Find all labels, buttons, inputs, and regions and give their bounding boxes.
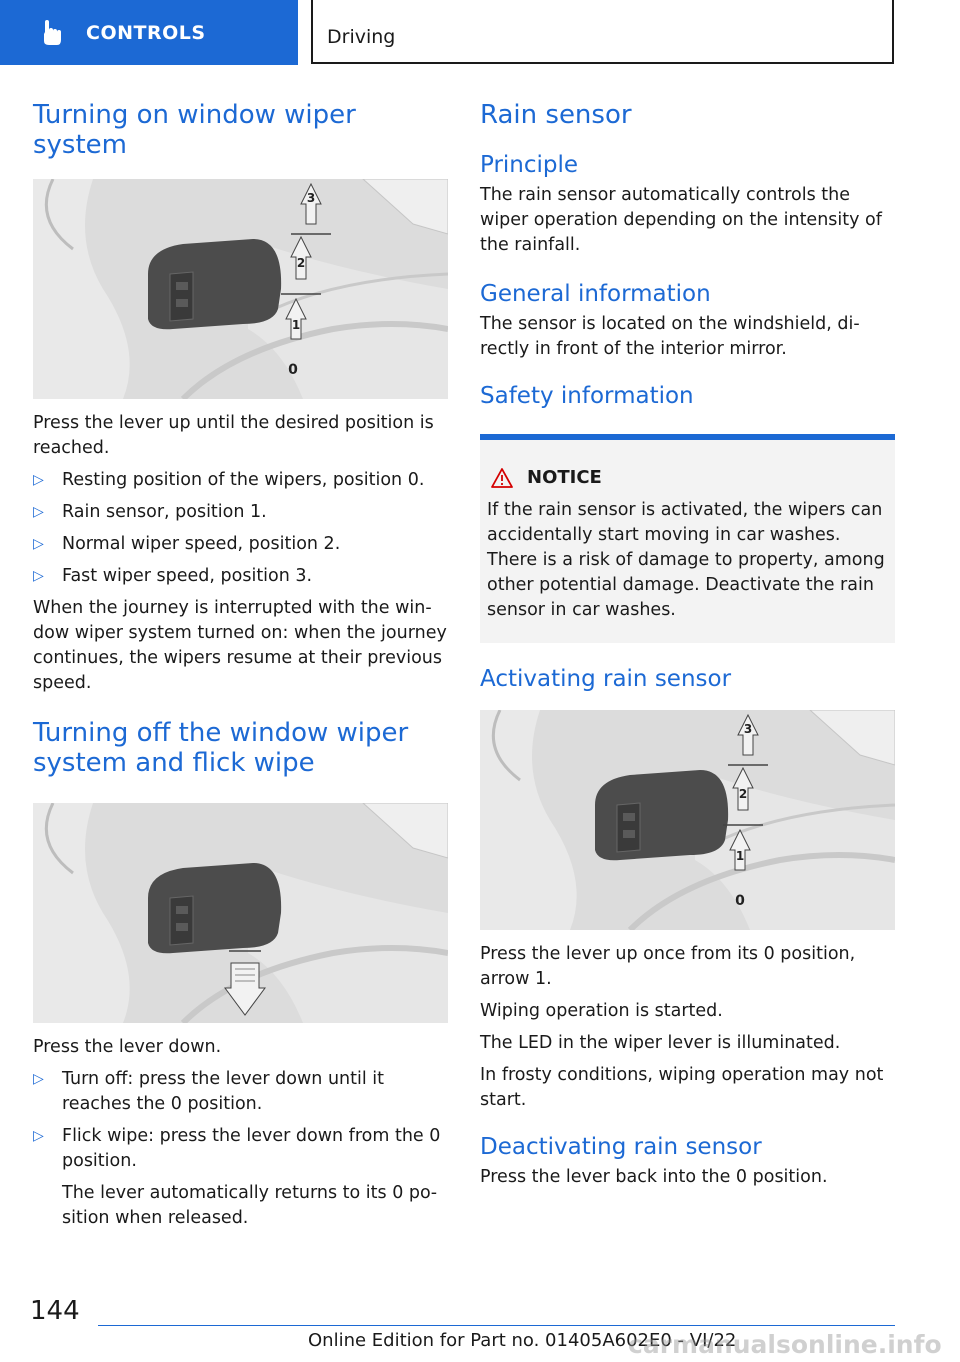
- para-press-down: Press the lever down.: [33, 1037, 222, 1057]
- heading-deactivating: Deactivating rain sensor: [480, 1134, 762, 1160]
- triangle-bullet-icon: ▷: [33, 1071, 44, 1087]
- heading-safety: Safety information: [480, 383, 694, 409]
- para-returns: The lever automatically returns to its 0 position when released.: [62, 1183, 438, 1228]
- heading-principle: Principle: [480, 152, 579, 178]
- watermark-text: carmanualsonline.info: [628, 1330, 942, 1359]
- para-act1: Press the lever up once from its 0 position, arrow 1.: [480, 944, 856, 989]
- list-item: ▷ Rain sensor, position 1.: [33, 500, 448, 525]
- heading-general: General information: [480, 281, 711, 307]
- list-item: ▷ Resting position of the wipers, position 0.: [33, 468, 448, 493]
- left-column: [33, 92, 448, 1231]
- heading-turning-on: Turning on window wiper system: [33, 100, 356, 160]
- list-off: [33, 1067, 448, 1174]
- footer-edition: Online Edition for Part no. 01405A602E0 - VI/22: [308, 1330, 737, 1351]
- para-general: The sensor is located on the windshield, directly in front of the interior mirror.: [480, 314, 860, 359]
- list-item: ▷ Flick wipe: press the lever down from the 0 position.: [33, 1126, 441, 1171]
- para-journey: When the journey is interrupted with the window wiper system turned on: when the journey continues, the wipers resume at their previous speed.: [33, 598, 447, 693]
- triangle-bullet-icon: ▷: [33, 536, 44, 552]
- fig3-label-2: 2: [738, 787, 748, 801]
- hand-pointer-icon: [38, 19, 66, 47]
- figure-lever-up: [33, 179, 448, 399]
- fig3-label-0: 0: [735, 893, 745, 909]
- chapter-header: [311, 0, 894, 64]
- list-item: ▷ Fast wiper speed, position 3.: [33, 564, 448, 589]
- section-label: CONTROLS: [86, 21, 206, 44]
- heading-turning-off: Turning off the window wiper system and flick wipe: [33, 718, 409, 778]
- fig3-label-1: 1: [735, 849, 745, 863]
- triangle-bullet-icon: ▷: [33, 568, 44, 584]
- heading-activating: Activating rain sensor: [480, 666, 732, 692]
- figure-lever-down: [33, 803, 448, 1023]
- section-tab[interactable]: [0, 0, 298, 65]
- para-press-up: Press the lever up until the desired position is reached.: [33, 413, 434, 458]
- para-deact: Press the lever back into the 0 position.: [480, 1167, 828, 1187]
- para-act3: The LED in the wiper lever is illuminated.: [480, 1033, 841, 1053]
- fig1-label-3: 3: [306, 191, 316, 205]
- list-item: ▷ Normal wiper speed, position 2.: [33, 532, 448, 557]
- notice-text: If the rain sensor is activated, the wipers can accidentally start moving in car washes. There is a risk of damage to property, among other potential damage. Deactivate the rain sensor in car washes.: [487, 500, 885, 620]
- list-positions: [33, 468, 448, 589]
- fig3-label-3: 3: [743, 722, 753, 736]
- notice-box: [480, 434, 895, 643]
- list-item: ▷ Turn off: press the lever down until it reaches the 0 position.: [33, 1069, 384, 1114]
- notice-title: NOTICE: [487, 464, 887, 492]
- para-principle: The rain sensor automatically controls the wiper operation depending on the intensity of the rainfall.: [480, 185, 882, 255]
- warning-triangle-icon: [491, 468, 513, 488]
- fig1-label-0: 0: [288, 362, 298, 378]
- chapter-label: Driving: [327, 26, 396, 48]
- fig1-label-2: 2: [296, 256, 306, 270]
- footer-divider: [98, 1325, 895, 1326]
- page-number: 144: [30, 1296, 80, 1326]
- para-act2: Wiping operation is started.: [480, 1001, 723, 1021]
- para-act4: In frosty conditions, wiping operation may not start.: [480, 1065, 884, 1110]
- figure-rain-sensor-lever: [480, 710, 895, 930]
- triangle-bullet-icon: ▷: [33, 1128, 44, 1144]
- triangle-bullet-icon: ▷: [33, 504, 44, 520]
- fig1-label-1: 1: [291, 318, 301, 332]
- triangle-bullet-icon: ▷: [33, 472, 44, 488]
- right-column: [480, 92, 895, 1190]
- heading-rain-sensor: Rain sensor: [480, 100, 632, 130]
